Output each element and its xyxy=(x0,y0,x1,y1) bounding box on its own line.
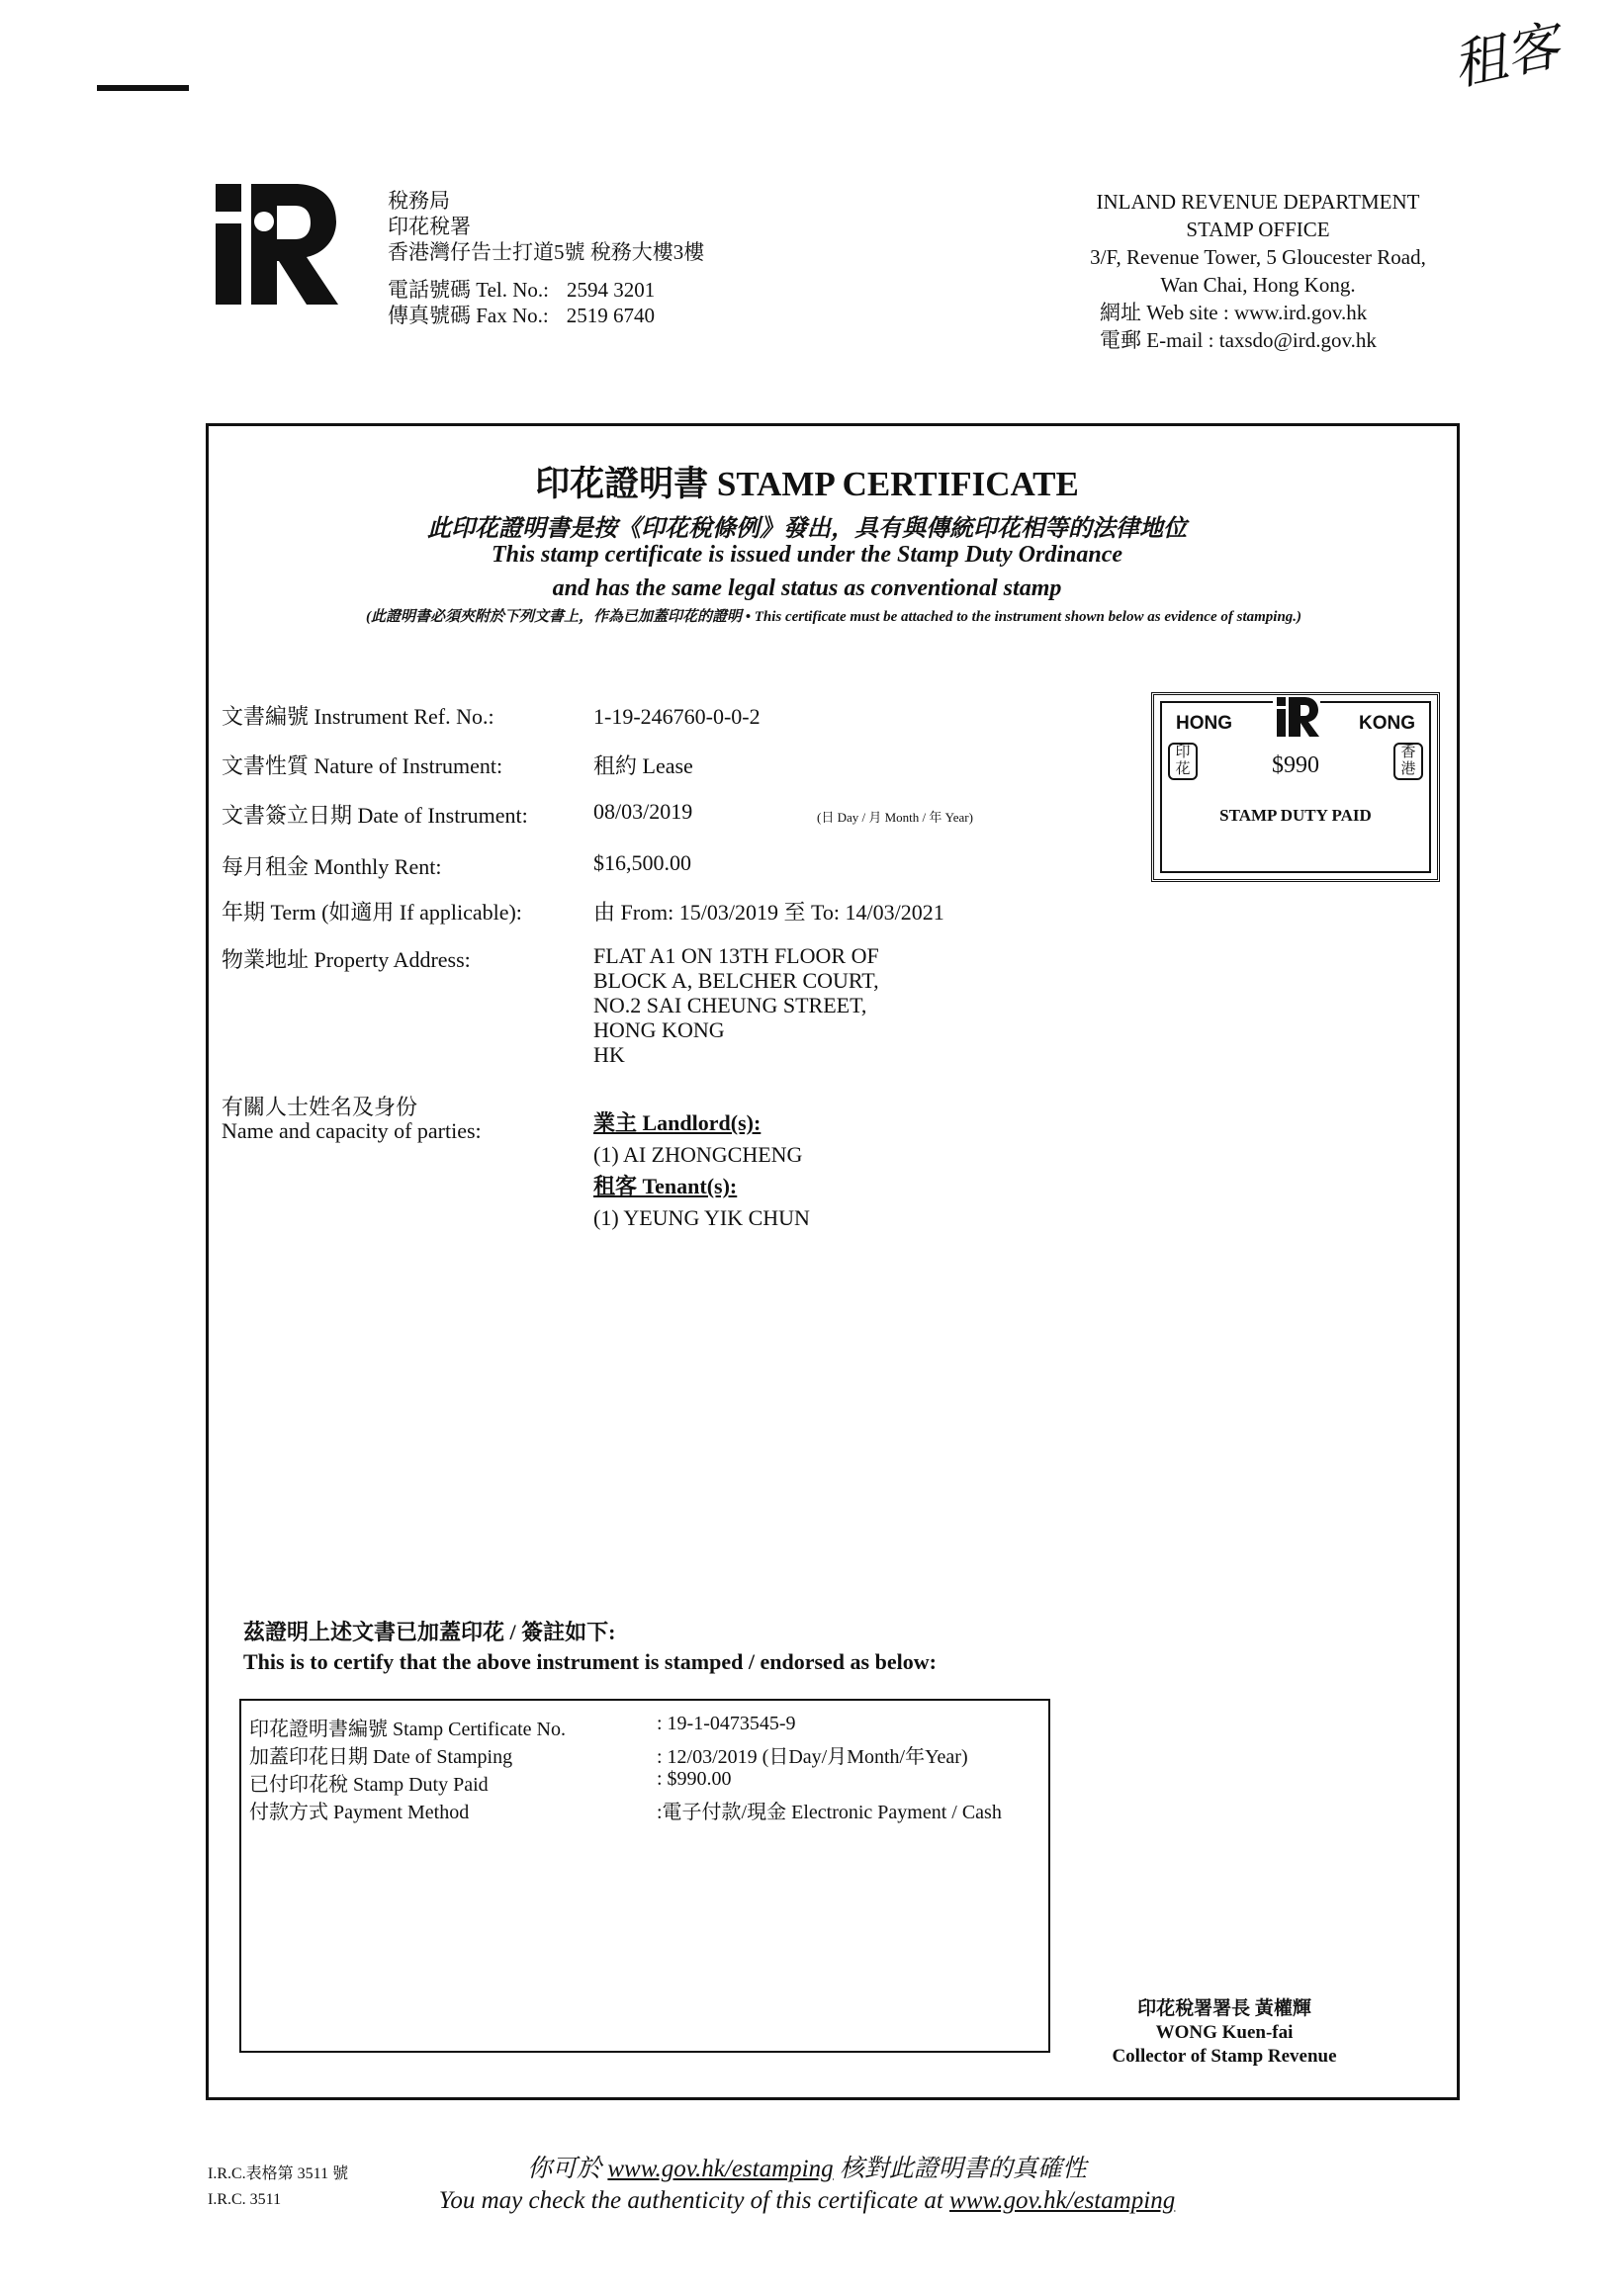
certify-zh: 茲證明上述文書已加蓋印花 / 簽註如下: xyxy=(243,1620,616,1644)
address-zh: 香港灣仔告士打道5號 稅務大樓3樓 xyxy=(388,240,705,264)
office-name-en: STAMP OFFICE xyxy=(1186,218,1330,241)
attach-note: (此證明書必須夾附於下列文書上，作為已加蓋印花的證明 • This certificate must be attached to the instrument shown below as evidence of stamping.) xyxy=(365,609,1302,625)
stamp-side-left: 印花 xyxy=(1168,743,1198,780)
ird-logo-icon xyxy=(216,184,338,305)
header-right xyxy=(1050,188,1466,354)
rent-label: 每月租金 Monthly Rent: xyxy=(222,854,442,879)
cert-no-label: 印花證明書編號 Stamp Certificate No. xyxy=(249,1719,566,1740)
address-label: 物業地址 Property Address: xyxy=(222,947,471,972)
email: 電郵 E-mail : taxsdo@ird.gov.hk xyxy=(1100,328,1377,352)
payment-details-box xyxy=(239,1699,1050,2053)
tenant-heading: 租客 Tenant(s): xyxy=(593,1174,738,1198)
date-format: (日 Day / 月 Month / 年 Year) xyxy=(817,810,973,825)
collector-title: Collector of Stamp Revenue xyxy=(1112,2046,1337,2067)
address-en-1: 3/F, Revenue Tower, 5 Gloucester Road, xyxy=(1090,245,1426,269)
date-value: 08/03/2019 xyxy=(593,799,693,824)
office-name-zh: 印花稅署 xyxy=(388,215,471,238)
subtitle-zh: 此印花證明書是按《印花稅條例》發出，具有與傳統印花相等的法律地位 xyxy=(427,516,1187,542)
duty-paid-label: 已付印花稅 Stamp Duty Paid xyxy=(249,1774,489,1796)
term-label: 年期 Term (如適用 If applicable): xyxy=(222,900,522,925)
stamp-amount: $990 xyxy=(1272,752,1319,778)
form-number-zh: I.R.C.表格第 3511 號 xyxy=(208,2165,349,2182)
fax-value: 2519 6740 xyxy=(566,304,655,327)
stamp-paid-label: STAMP DUTY PAID xyxy=(1219,806,1372,825)
stamp-hong: HONG xyxy=(1176,713,1232,734)
website: 網址 Web site : www.ird.gov.hk xyxy=(1100,301,1368,324)
verify-link-en[interactable]: www.gov.hk/estamping xyxy=(949,2187,1176,2214)
form-number-en: I.R.C. 3511 xyxy=(208,2191,282,2208)
tenant-name: (1) YEUNG YIK CHUN xyxy=(593,1205,810,1230)
parties-label-zh: 有關人士姓名及身份 xyxy=(222,1095,418,1119)
footer-en-pre: You may check the authenticity of this certificate at xyxy=(438,2187,950,2214)
stamp-logo-icon xyxy=(1273,695,1320,739)
duty-paid-value: : $990.00 xyxy=(657,1768,732,1790)
property-address xyxy=(593,943,879,1067)
collector-signature xyxy=(1106,1997,1343,2069)
landlord-name: (1) AI ZHONGCHENG xyxy=(593,1142,803,1167)
ref-value: 1-19-246760-0-0-2 xyxy=(593,704,761,729)
scan-mark xyxy=(97,85,189,91)
dept-name-en: INLAND REVENUE DEPARTMENT xyxy=(1096,190,1420,214)
tel-value: 2594 3201 xyxy=(567,278,656,302)
footer-zh-pre: 你可於 xyxy=(527,2156,608,2182)
parties-label xyxy=(222,1096,482,1143)
address-line: BLOCK A, BELCHER COURT, xyxy=(593,968,879,993)
cert-no-value: : 19-1-0473545-9 xyxy=(657,1713,796,1734)
date-label: 文書簽立日期 Date of Instrument: xyxy=(222,803,528,828)
tel-label: 電話號碼 Tel. No.: xyxy=(388,278,550,302)
payment-method-value: :電子付款/現金 Electronic Payment / Cash xyxy=(657,1802,1002,1823)
dept-name-zh: 稅務局 xyxy=(388,189,450,213)
nature-label: 文書性質 Nature of Instrument: xyxy=(222,753,503,778)
landlord-heading: 業主 Landlord(s): xyxy=(593,1110,762,1135)
payment-method-label: 付款方式 Payment Method xyxy=(249,1802,470,1823)
header-left xyxy=(388,188,704,328)
parties-list xyxy=(593,1107,810,1234)
certify-en: This is to certify that the above instrument is stamped / endorsed as below: xyxy=(243,1649,937,1674)
address-en-2: Wan Chai, Hong Kong. xyxy=(1160,273,1356,297)
handwritten-note: 租客 xyxy=(1447,16,1565,97)
stamp-duty-paid-stamp xyxy=(1151,692,1440,882)
certify-statement xyxy=(243,1618,937,1677)
nature-value: 租約 Lease xyxy=(593,753,693,778)
verify-link[interactable]: www.gov.hk/estamping xyxy=(607,2156,834,2182)
address-line: HK xyxy=(593,1042,625,1067)
address-line: HONG KONG xyxy=(593,1017,725,1042)
ref-label: 文書編號 Instrument Ref. No.: xyxy=(222,704,494,729)
address-line: FLAT A1 ON 13TH FLOOR OF xyxy=(593,943,879,968)
parties-label-en: Name and capacity of parties: xyxy=(222,1118,482,1143)
subtitle-en-2: and has the same legal status as conventional stamp xyxy=(552,575,1062,601)
subtitle-en-1: This stamp certificate is issued under the Stamp Duty Ordinance xyxy=(491,542,1123,568)
stamping-date-label: 加蓋印花日期 Date of Stamping xyxy=(249,1746,513,1768)
footer-zh-post: 核對此證明書的真確性 xyxy=(833,2156,1087,2182)
rent-value: $16,500.00 xyxy=(593,850,691,875)
stamping-date-value: : 12/03/2019 (日Day/月Month/年Year) xyxy=(657,1746,968,1768)
verification-footer xyxy=(0,2154,1614,2217)
collector-zh: 印花稅署署長 黃權輝 xyxy=(1137,1998,1311,2019)
stamp-side-right: 香港 xyxy=(1393,743,1423,780)
term-value: 由 From: 15/03/2019 至 To: 14/03/2021 xyxy=(593,900,944,925)
fax-label: 傳真號碼 Fax No.: xyxy=(388,304,549,327)
address-line: NO.2 SAI CHEUNG STREET, xyxy=(593,993,867,1017)
stamp-kong: KONG xyxy=(1359,713,1415,734)
page-title: 印花證明書 STAMP CERTIFICATE xyxy=(535,465,1079,503)
collector-name: WONG Kuen-fai xyxy=(1155,2022,1294,2043)
